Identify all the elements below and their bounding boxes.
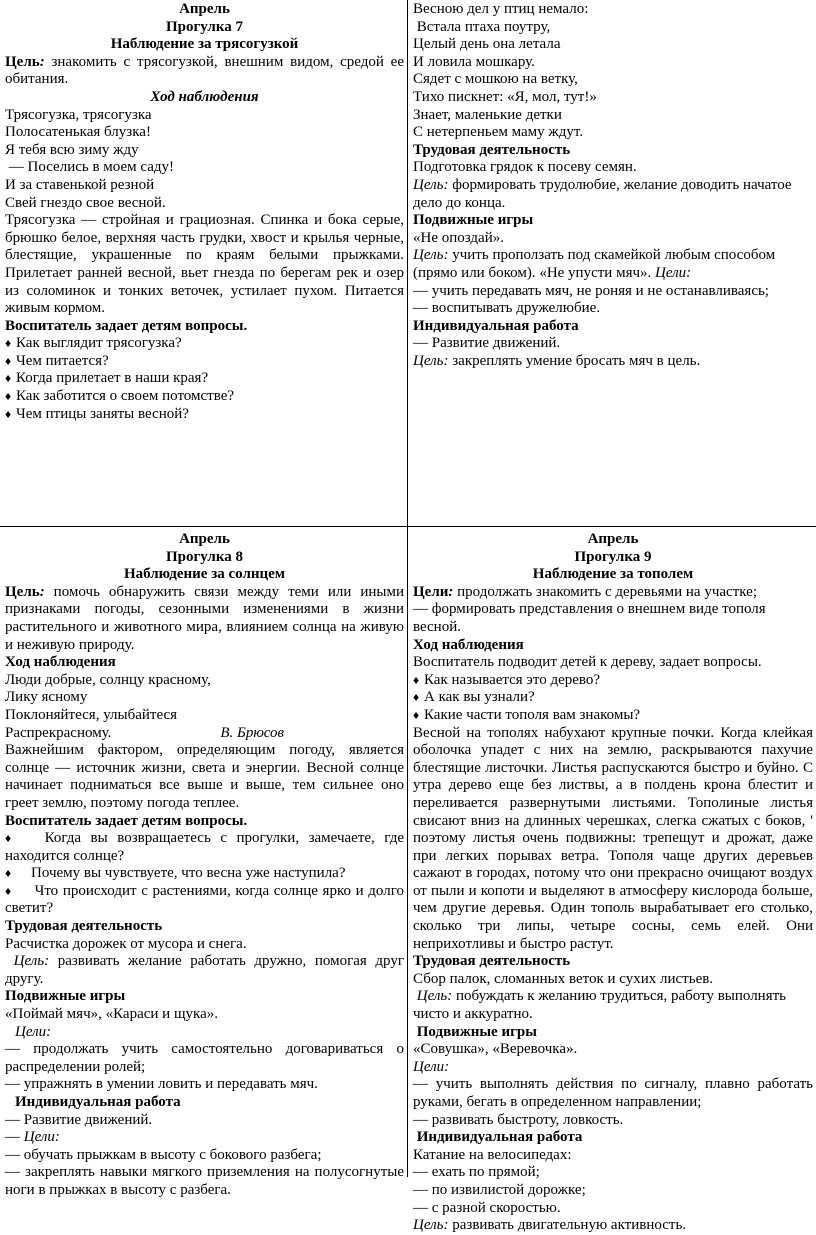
month-heading: Апрель (179, 1, 230, 17)
walk-heading: Прогулка 8 (165, 548, 244, 565)
bullet-icon: ♦ (5, 371, 12, 386)
poem-line: Лику ясному (5, 689, 88, 706)
bullet-icon: ♦ (5, 831, 12, 846)
labor-title: Трудовая деятельность (413, 953, 571, 970)
description-paragraph: Трясогузка — стройная и грациозная. Спинка и бока серые, брюшко белое, верхняя часть грудки, хвост и крылья черные, блестящие, украшенные по краям белыми прыжками. Прилетает ранней весной, вьет гнезда по берегам рек и озер из соломинок и тонких веточек, устилает пухом. Питается живым кормом. (5, 212, 404, 317)
poem-line: Свей гнездо свое весной. (5, 194, 166, 211)
labor-goal: Цель: развивать желание работать дружно, помогая друг другу. (5, 953, 405, 987)
walk-heading: Прогулка 7 (165, 18, 244, 35)
observation-title: Наблюдение за тополем (532, 566, 694, 583)
individual-text: — Развитие движений. (413, 335, 561, 352)
poem-line: Трясогузка, трясогузка (5, 106, 152, 123)
description-paragraph: Важнейшим фактором, определяющим погоду, является солнце — источник жизни, света и энергии. Весной солнце начинает подниматься все выше и выше, тем сильнее оно греет землю, поэтому погода теплее. (5, 742, 404, 811)
goal-text: знакомить с трясогузкой, внешним видом, средой ее обитания. (5, 53, 404, 88)
bullet-icon: ♦ (5, 883, 12, 898)
poem-line: Я тебя всю зиму жду (5, 141, 139, 158)
games-text: «Совушка», «Веревочка». (413, 1041, 578, 1058)
cell-walk9 (408, 527, 816, 1234)
bullet-icon: ♦ (5, 866, 12, 881)
individual-text: — Развитие движений. (5, 1111, 153, 1128)
labor-text: Сбор палок, сломанных веток и сухих листьев. (413, 970, 714, 987)
poem-line: Встала птаха поутру, (413, 18, 551, 35)
poem-line: Знает, маленькие детки (413, 106, 562, 123)
game-goal: Цель: учить проползать под скамейкой любым способом (прямо или боком). «Не упусти мяч». Цели: (413, 247, 776, 281)
question-item: ♦ Как выглядит трясогузка? (5, 335, 182, 352)
course-title: Ход наблюдения (150, 88, 259, 105)
labor-text: Расчистка дорожек от мусора и снега. (5, 935, 247, 952)
question-item: ♦ Чем питается? (5, 352, 109, 369)
goal-item: — воспитывать дружелюбие. (413, 300, 601, 317)
bullet-icon: ♦ (5, 353, 12, 368)
cell-walk7 (0, 0, 408, 527)
poem-line: И за ставенькой резной (5, 176, 155, 193)
bullet-icon: ♦ (413, 672, 420, 687)
labor-text: Подготовка грядок к посеву семян. (413, 159, 637, 176)
goal-item: — упражнять в умении ловить и передавать мяч. (5, 1076, 318, 1093)
bullet-icon: ♦ (5, 389, 12, 404)
individual-item: — с разной скоростью. (413, 1199, 561, 1216)
poem-line: Тихо пискнет: «Я, мол, тут!» (413, 88, 597, 105)
course-title: Ход наблюдения (413, 636, 524, 653)
description-paragraph: Весной на тополях набухают крупные почки. Когда клейкая оболочка упадет с них на землю, раскрываются пахучие блестящие листочки. Листья распускаются быстро и буйно. С утра дерево еще без листвы, а в полдень крона блестит и переливается развернутыми листьями. Тополиные листья свисают вниз на длинных черешках, слегка сжатых с боков, ' поэтому листья очень подвижны: трепещут и дрожат, даже при легких порывах ветра. Тополя чаще других деревьев сажают в городах, потому что они прекрасно очищают воздух от пыли и копоти и выделяют в атмосферу кислорода больше, чем другие деревья. Один тополь вырабатывает его столько, сколько три липы, четыре сосны, семь елей. Они неприхотливы и быстро растут. (413, 724, 813, 952)
cell-walk7-continued (408, 0, 816, 527)
games-goals-label: Цели: (15, 1023, 52, 1040)
goal-paragraph (5, 54, 404, 89)
games-title: Подвижные игры (5, 988, 126, 1005)
question-item: ♦ Когда прилетает в наши края? (5, 370, 209, 387)
bullet-icon: ♦ (5, 406, 12, 421)
labor-title: Трудовая деятельность (413, 141, 571, 158)
individual-title: Индивидуальная работа (413, 317, 579, 334)
questions-title: Воспитатель задает детям вопросы. (5, 812, 248, 829)
individual-item: — ехать по прямой; (413, 1164, 540, 1181)
observation-title: Наблюдение за солнцем (123, 566, 286, 583)
month-heading: Апрель (179, 531, 230, 547)
games-text: «Поймай мяч», «Караси и щука». (5, 1006, 218, 1023)
question-item: ♦ А как вы узнали? (413, 689, 535, 706)
poem-line: И ловила мошкару. (413, 53, 535, 70)
poem-author: В. Брюсов (220, 724, 284, 741)
bullet-icon: ♦ (413, 690, 420, 705)
poem-line: Полосатенькая блузка! (5, 124, 151, 141)
walk-heading: Прогулка 9 (574, 548, 652, 565)
questions-title: Воспитатель задает детям вопросы. (5, 317, 248, 334)
goal-colon: : (39, 53, 45, 70)
goal-item: — обучать прыжкам в высоту с бокового разбега; (5, 1146, 322, 1163)
month-heading: Апрель (587, 531, 639, 547)
question-item: ♦ Какие части тополя вам знакомы? (413, 706, 641, 723)
goal-item: — развивать быстроту, ловкость. (413, 1111, 624, 1128)
question-item: ♦ Как называется это дерево? (413, 671, 601, 688)
goal-item: — закреплять навыки мягкого приземления на полусогнутые ноги в прыжках в высоту с разбега. (5, 1164, 404, 1198)
poem-signature-line: Распрекрасному. В. Брюсов (5, 724, 284, 741)
goal-item: — учить выполнять действия по сигналу, плавно работать руками, бегать в определенном направлении; (413, 1076, 813, 1110)
poem-line: Люди добрые, солнцу красному, (5, 671, 211, 688)
games-title: Подвижные игры (413, 212, 534, 229)
poem-line: С нетерпеньем маму ждут. (413, 124, 584, 141)
games-goals-label: Цели: (413, 1058, 450, 1075)
goal-item: — формировать представления о внешнем виде тополя весной. (413, 601, 766, 635)
course-title: Ход наблюдения (5, 654, 116, 671)
individual-goal: Цель: закреплять умение бросать мяч в цель. (413, 352, 701, 369)
individual-text: Катание на велосипедах: (413, 1146, 572, 1163)
question-item: ♦ Как заботится о своем потомстве? (5, 388, 235, 405)
poem-line: Весною дел у птиц немало: (413, 1, 589, 17)
individual-item: — по извилистой дорожке; (413, 1181, 586, 1198)
intro-text: Воспитатель подводит детей к дереву, задает вопросы. (413, 654, 762, 671)
bullet-icon: ♦ (5, 336, 12, 351)
labor-goal: Цель: формировать трудолюбие, желание доводить начатое дело до конца. (413, 176, 792, 211)
goal-paragraph: Цели: продолжать знакомить с деревьями на участке; (413, 583, 757, 600)
question-item: ♦ Что происходит с растениями, когда солнце ярко и долго светит? (5, 882, 404, 917)
question-item: ♦ Почему вы чувствуете, что весна уже наступила? (5, 865, 346, 882)
labor-goal: Цель: побуждать к желанию трудиться, работу выполнять чисто и аккуратно. (413, 988, 787, 1023)
question-item: ♦ Чем птицы заняты весной? (5, 405, 189, 422)
individual-title: Индивидуальная работа (416, 1129, 583, 1146)
question-item: ♦ Когда вы возвращаетесь с прогулки, замечаете, где находится солнце? (5, 830, 404, 864)
individual-title: Индивидуальная работа (15, 1094, 181, 1110)
goal-paragraph: Цель: помочь обнаружить связи между теми или иными признаками погоды, сезонными изменениями в жизни растительного и животного мира, влиянием солнца на живую и неживую природу. (5, 583, 404, 653)
individual-goals-label: — Цели: (5, 1129, 60, 1146)
goal-item: — учить передавать мяч, не роняя и не останавливаясь; (413, 282, 769, 299)
poem-line: — Поселись в моем саду! (5, 159, 174, 176)
individual-goal: Цель: развивать двигательную активность. (413, 1217, 687, 1234)
games-title: Подвижные игры (416, 1023, 537, 1040)
observation-title: Наблюдение за трясогузкой (110, 36, 299, 53)
poem-line: Сядет с мошкою на ветку, (413, 71, 578, 88)
goal-label: Цель (5, 53, 40, 70)
labor-title: Трудовая деятельность (5, 918, 163, 935)
game-name: «Не опоздай». (413, 229, 504, 246)
poem-line: Поклоняйтеся, улыбайтеся (5, 706, 178, 723)
goal-item: — продолжать учить самостоятельно договариваться о распределении ролей; (5, 1041, 404, 1075)
poem-line: Целый день она летала (413, 36, 561, 53)
cell-walk8 (0, 527, 408, 1198)
bullet-icon: ♦ (413, 707, 420, 722)
